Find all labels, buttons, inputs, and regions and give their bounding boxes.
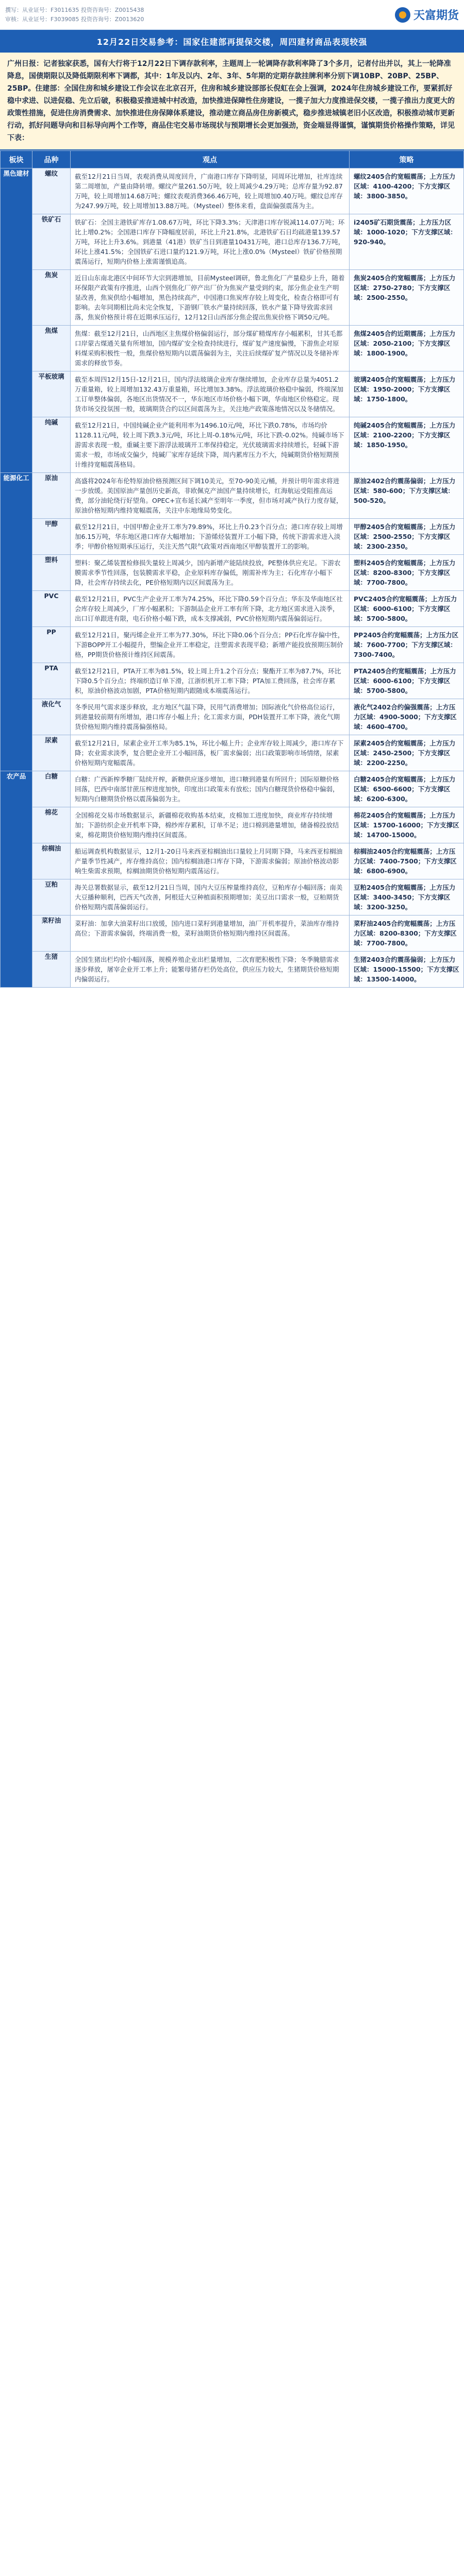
header-view: 观点 [71, 151, 350, 168]
table-row [1, 735, 464, 771]
reviewer-line: 审核：从业证号：F3039085 投资咨询号：Z0013620 [5, 15, 144, 23]
variety-cell: 纯碱 [32, 417, 71, 473]
strategy-cell: 液化气2402合约偏强震荡；上方压力区域：4900-5000；下方支撑区域：4600-4700。 [350, 699, 464, 735]
strategy-cell: 玻璃2405合约宽幅震荡；上方压力区域：1950-2000；下方支撑区域：1750-1800。 [350, 371, 464, 417]
variety-cell: 棉花 [32, 807, 71, 843]
view-cell: 截至12月21日，聚丙烯企业开工率为77.30%，环比下降0.06个百分点；PP石化库存偏中性，下游BOPP开工小幅提升，塑编企业开工率稳定，注塑需求表现平稳；新增产能投放预期压制价格，PP期货价格预计维持区间震荡。 [71, 627, 350, 663]
strategy-cell: 棕榈油2405合约宽幅震荡；上方压力区域：7400-7500；下方支撑区域：6800-6900。 [350, 843, 464, 879]
brand-logo [395, 7, 459, 23]
variety-cell: 焦炭 [32, 270, 71, 326]
variety-cell: 原油 [32, 473, 71, 519]
view-cell: 截至本周四12月15日-12月21日，国内浮法玻璃企业库存继续增加，企业库存总量为4051.2万重量箱，较上周增加132.43万重量箱，环比增加3.38%。浮法玻璃价格稳中偏弱，终端深加工订单整体偏弱，各地区出货情况不一，华东地区市场价格小幅下调，华南地区价格稳定。现货市场交投氛围一般，玻璃期货合约以区间震荡为主，关注地产政策落地情况以及冬储情况。 [71, 371, 350, 417]
table-row [1, 879, 464, 916]
sector-cell: 农产品 [1, 771, 32, 988]
table-header-row [1, 151, 464, 168]
strategy-cell: PTA2405合约宽幅震荡；上方压力区域：6000-6100；下方支撑区域：5700-5800。 [350, 663, 464, 699]
strategy-cell: 甲醇2405合约宽幅震荡；上方压力区域：2500-2550；下方支撑区域：2300-2350。 [350, 519, 464, 555]
view-cell: 截至12月21日当周，表观消费从周度回升，广南港口库存下降明显，同周环比增加，社库连续第二周增加，产量由降转增。螺纹产量261.50万吨，较上周减少4.29万吨；总库存量为92.87万吨，较上周增加14.68万吨；螺纹表观消费366.46万吨，较上周增加0.40万吨。螺纹总库存为247.99万吨，较上周增加13.88万吨。（Mysteel）整体来看，盘面偏强震荡为主。 [71, 168, 350, 214]
view-cell: 白糖：广西新榨季糖厂陆续开榨，新糖供应逐步增加，进口糖到港量有所回升；国际原糖价格回落，巴西中南部甘蔗压榨进度加快，印度出口政策未有放松；国内白糖现货价格稳中偏弱，短期内白糖期货价格以震荡偏弱为主。 [71, 771, 350, 807]
view-cell: 截至12月21日，尿素企业开工率为85.1%，环比小幅上升；企业库存较上周减少，港口库存下降；农业需求淡季，复合肥企业开工小幅回落，板厂需求偏弱；出口政策影响市场情绪，尿素价格短期内宽幅震荡。 [71, 735, 350, 771]
intro-summary: 广州日报：记者独家获悉，国有大行将于12月22日下调存款利率，主题周上一轮调降存款利率降了3个多月，记者付出并以，其上一轮降准降息，国债期限以及降低期限利率下调都，其中：1年及以内、2年、3年、5年期的定期存款挂牌利率分别下调10BP、20BP、25BP、25BP。住建部：全国住房和城乡建设工作会议在北京召开，住房和城乡建设部部长倪虹在会上强调，2024年住房城乡建设工作，要紧抓好稳中求进、以进促稳、先立后破，积极稳妥推进城中村改造，加快推进保障性住房建设，一揽子加大力度推进保交楼，一揽子推出力度更大的政策性措施，促进住房消费需求、加快推进住房保障体系建设，推动建立商品房住房新模式，稳步推进城镇老旧小区改造，积极推动城市更新行动，抓好问题导向和目标导向两个工作等，商品住宅交易市场现状与预期增长会更加强劲，资金端显得谨慎，谨慎期货价格操作策略，详见下表： [0, 53, 464, 150]
table-row [1, 168, 464, 214]
view-cell: 高盛将2024年布伦特原油价格预测区间下调10美元，至70-90美元/桶，并预计明年需求将进一步放缓。美国原油产量创历史新高，非欧佩克产油国产量持续增长，红海航运受阻推高运费，部分油轮绕行好望角。OPEC+宣布延长减产至明年一季度，但市场对减产执行力度存疑，原油价格短期内维持宽幅震荡，关注中东地缘局势变化。 [71, 473, 350, 519]
variety-cell: 甲醇 [32, 519, 71, 555]
view-cell: 截至12月21日，PVC生产企业开工率为74.25%，环比下降0.59个百分点；华东及华南地区社会库存较上周减少，厂库小幅累积；下游制品企业开工率有所下降，北方地区需求进入淡季，出口订单跟进有限，电石价格小幅下跌，成本支撑减弱，PVC价格短期内震荡偏弱运行。 [71, 591, 350, 627]
view-cell: 全国棉花交易市场数据显示，新疆棉花收购基本结束，皮棉加工进度加快，商业库存持续增加；下游纺织企业开机率下降，棉纱库存累积，订单不足；进口棉到港量增加，储备棉投放结束，棉花期货价格短期内维持区间震荡。 [71, 807, 350, 843]
brand-name: 天富期货 [413, 9, 459, 22]
strategy-cell: PVC2405合约宽幅震荡；上方压力区域：6000-6100；下方支撑区域：5700-5800。 [350, 591, 464, 627]
table-row [1, 591, 464, 627]
brand-logo-icon [395, 7, 410, 23]
view-cell: 菜籽油：加拿大油菜籽出口放缓，国内进口菜籽到港量增加，油厂开机率提升，菜油库存维持高位；下游需求偏弱，终端消费一般，菜籽油期货价格短期内维持区间震荡。 [71, 916, 350, 952]
strategy-cell: 螺纹2405合约宽幅震荡；上方压力区域：4100-4200；下方支撑区域：3800-3850。 [350, 168, 464, 214]
sector-cell: 能源化工 [1, 473, 32, 771]
table-row [1, 663, 464, 699]
strategy-cell: 菜籽油2405合约宽幅震荡；上方压力区域：8200-8300；下方支撑区域：7700-7800。 [350, 916, 464, 952]
strategy-cell: 白糖2405合约宽幅震荡；上方压力区域：6500-6600；下方支撑区域：6200-6300。 [350, 771, 464, 807]
variety-cell: 平板玻璃 [32, 371, 71, 417]
table-row [1, 519, 464, 555]
table-row [1, 699, 464, 735]
strategy-cell: 原油2402合约震荡偏弱；上方压力区域：580-600；下方支撑区域：500-520。 [350, 473, 464, 519]
view-cell: 截至12月21日，中国甲醇企业开工率为79.89%，环比上升0.23个百分点；港口库存较上周增加6.15万吨，华东地区港口库存大幅增加；下游烯烃装置开工小幅下降，传统下游需求进入淡季；甲醇价格短期承压运行，关注天然气限气政策对西南地区甲醇装置开工的影响。 [71, 519, 350, 555]
header-sector: 板块 [1, 151, 32, 168]
table-row [1, 417, 464, 473]
variety-cell: 螺纹 [32, 168, 71, 214]
table-row [1, 807, 464, 843]
strategy-cell: i2405矿石期货震荡；上方压力区域：1000-1020；下方支撑区域：920-940。 [350, 214, 464, 270]
author-meta [5, 6, 395, 24]
table-row [1, 916, 464, 952]
strategy-cell: 豆粕2405合约宽幅震荡；上方压力区域：3400-3450；下方支撑区域：3200-3250。 [350, 879, 464, 916]
variety-cell: 棕榈油 [32, 843, 71, 879]
top-bar [0, 0, 464, 30]
variety-cell: 豆粕 [32, 879, 71, 916]
strategy-cell: 焦煤2405合约近期震荡；上方压力区域：2050-2100；下方支撑区域：1800-1900。 [350, 326, 464, 371]
view-cell: 铁矿石：全国主港铁矿库存1.08.67万吨，环比下降3.3%；天津港口库存锐减114.07万吨；环比上增0.2%；全国港口库存下降幅度居前，环比上升21.8%，北港铁矿石日均疏港量139.57万吨，环比上升3.6%。到港量（41港）铁矿当日到港量10431万吨，港口总库存136.7万吨，环比上涨41.5%；全国铁矿石进口量约121.9万吨，环比上涨0.0%（Mysteel）铁矿价格预期震荡运行，短期内价格上涨需谨慎追高。 [71, 214, 350, 270]
strategy-cell: 纯碱2405合约宽幅震荡；上方压力区域：2100-2200；下方支撑区域：1850-1950。 [350, 417, 464, 473]
view-cell: 塑料：聚乙烯装置检修损失量较上周减少，国内新增产能陆续投放，PE整体供应充足。下游农膜需求季节性回落，包装膜需求平稳，企业原料库存偏低，刚需补库为主；石化库存小幅下降，社会库存持续去化，PE价格短期内以区间震荡为主。 [71, 555, 350, 591]
table-row [1, 214, 464, 270]
view-cell: 冬季民用气需求逐步释放，北方地区气温下降，民用气消费增加；国际液化气价格高位运行，到港量较前期有所增加，港口库存小幅上升；化工需求方面，PDH装置开工率下降，液化气期货价格短期内维持震荡偏强格局。 [71, 699, 350, 735]
variety-cell: 铁矿石 [32, 214, 71, 270]
view-cell: 近日山东南北港区中间环节大宗到港增加，目前Mysteel调研，鲁北焦化厂产量稳步上升，随着环保限产政策有序推进，山西个别焦化厂停产出厂价为焦炭产量受到约束，部分焦企业生产明显改善，焦炭供给小幅增加，黑色持续高产，中国港口焦炭库存较上周变化，检查合格即可有影响。去年同期相比尚未完全恢复，下游钢厂铁水产量持续回落，铁水产量下降导致需求回落，焦炭价格预计将在近期承压运行，12月12日山西部分焦企提出焦炭价格下调50元/吨。 [71, 270, 350, 326]
view-cell: 海关总署数据显示，截至12月21日当周，国内大豆压榨量维持高位，豆粕库存小幅回落；南美大豆播种顺利，巴西天气改善，阿根廷大豆种植面积预期增加；美豆出口需求一般，豆粕期货价格短期内震荡偏弱运行。 [71, 879, 350, 916]
strategy-cell: 生猪2403合约震荡偏弱；上方压力区域：15000-15500；下方支撑区域：13500-14000。 [350, 952, 464, 988]
variety-cell: 生猪 [32, 952, 71, 988]
author-line: 撰写：从业证号：F3011635 投资咨询号：Z0015438 [5, 6, 144, 13]
strategy-cell: 塑料2405合约宽幅震荡；上方压力区域：8200-8300；下方支撑区域：7700-7800。 [350, 555, 464, 591]
table-row [1, 771, 464, 807]
table-row [1, 371, 464, 417]
variety-cell: PTA [32, 663, 71, 699]
page-title: 12月22日交易参考：国家住建部再提保交楼，周四建材商品表现较强 [0, 30, 464, 53]
view-cell: 船运调查机构数据显示，12月1-20日马来西亚棕榈油出口量较上月同期下降，马来西亚棕榈油产量季节性减产，库存维持高位；国内棕榈油港口库存下降，下游需求偏弱；原油价格波动影响生柴需求预期，棕榈油期货价格短期内震荡运行。 [71, 843, 350, 879]
variety-cell: 焦煤 [32, 326, 71, 371]
header-strategy: 策略 [350, 151, 464, 168]
strategy-cell: 棉花2405合约宽幅震荡；上方压力区域：15700-16000；下方支撑区域：14700-15000。 [350, 807, 464, 843]
table-row [1, 627, 464, 663]
variety-cell: 液化气 [32, 699, 71, 735]
variety-cell: 菜籽油 [32, 916, 71, 952]
strategy-cell: 尿素2405合约宽幅震荡；上方压力区域：2450-2500；下方支撑区域：2200-2250。 [350, 735, 464, 771]
table-row [1, 326, 464, 371]
table-row [1, 843, 464, 879]
strategy-cell: 焦炭2405合约宽幅震荡；上方压力区域：2750-2780；下方支撑区域：2500-2550。 [350, 270, 464, 326]
table-row [1, 473, 464, 519]
view-cell: 焦煤：截至12月21日，山西地区主焦煤价格偏弱运行，部分煤矿精煤库存小幅累积，甘其毛都口岸蒙古煤通关量有所增加，国内煤矿安全检查持续进行，煤矿复产速度偏慢，下游焦企对原料煤采购积极性一般，焦煤价格短期内以震荡偏弱为主，关注后续煤矿复产情况以及冬储补库需求的释放节奏。 [71, 326, 350, 371]
variety-cell: 白糖 [32, 771, 71, 807]
variety-cell: 尿素 [32, 735, 71, 771]
view-cell: 全国生猪出栏均价小幅回落，规模养殖企业出栏量增加，二次育肥积极性下降；冬季腌腊需求逐步释放，屠宰企业开工率上升；能繁母猪存栏仍处高位，供应压力较大，生猪期货价格短期内偏弱运行。 [71, 952, 350, 988]
table-row [1, 270, 464, 326]
strategy-cell: PP2405合约宽幅震荡；上方压力区域：7600-7700；下方支撑区域：7300-7400。 [350, 627, 464, 663]
variety-cell: PVC [32, 591, 71, 627]
variety-cell: 塑料 [32, 555, 71, 591]
variety-cell: PP [32, 627, 71, 663]
table-row [1, 952, 464, 988]
view-cell: 截至12月21日，中国纯碱企业产能利用率为1496.10元/吨，环比下跌0.78%，市场均价1128.11元/吨，较上周下跌3.3元/吨，环比上周-0.18%元/吨，环比下跌-0.02%。纯碱市场下游需求表现一般，重碱主要下游浮法玻璃开工率保持稳定，光伏玻璃需求持续增长，轻碱下游需求一般，市场成交偏少，纯碱厂家库存延续下降，周内累库压力不大，纯碱期货价格短期预计维持宽幅震荡格局。 [71, 417, 350, 473]
header-variety: 品种 [32, 151, 71, 168]
sector-cell: 黑色建材 [1, 168, 32, 473]
table-row [1, 555, 464, 591]
table-body [1, 168, 464, 988]
strategy-table [0, 150, 464, 988]
view-cell: 截至12月21日，PTA开工率为81.5%，较上周上升1.2个百分点；聚酯开工率为87.7%，环比下降0.5个百分点；终端织造订单下滑，江浙织机开工率下降；PTA加工费回落，社会库存累积，原油价格波动加剧，PTA价格短期内跟随成本端震荡运行。 [71, 663, 350, 699]
